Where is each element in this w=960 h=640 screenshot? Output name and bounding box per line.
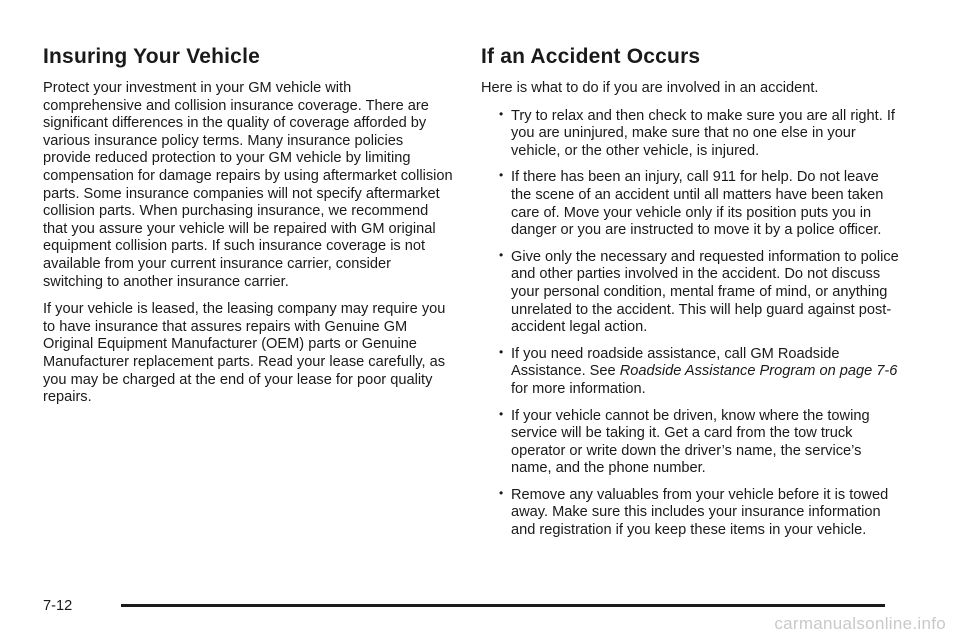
bullet-icon: • — [499, 106, 504, 121]
list-item — [481, 346, 901, 399]
insuring-paragraph-1: Protect your investment in your GM vehicle with comprehensive and collision insurance coverage. There are significant differences in the quality of coverage afforded by various insurance policy terms. Many insurance policies provide reduced protection to your GM vehicle by limiting compensation for damage repairs by using aftermarket collision parts. Some insurance companies will not specify aftermarket collision parts. When purchasing insurance, we recommend that you assure your vehicle will be repaired with GM original equipment collision parts. If such insurance coverage is not available from your current insurance carrier, consider switching to another insurance carrier. — [43, 80, 453, 290]
page-number: 7-12 — [43, 598, 73, 614]
list-item — [481, 169, 901, 239]
footer-rule — [121, 604, 885, 607]
list-item — [481, 487, 901, 540]
bullet-icon: • — [499, 247, 504, 262]
watermark: carmanualsonline.info — [774, 614, 946, 633]
list-item-text: If there has been an injury, call 911 for help. Do not leave the scene of an accident until all matters have been taken care of. Move your vehicle only if its position puts you in danger or you are instructed to move it by a police officer. — [511, 169, 884, 239]
insuring-paragraph-2: If your vehicle is leased, the leasing company may require you to have insurance that assures repairs with Genuine GM Original Equipment Manufacturer (OEM) parts or Genuine Manufacturer replacement parts. Read your lease carefully, as you may be charged at the end of your lease for poor quality repairs. — [43, 301, 446, 406]
accident-intro: Here is what to do if you are involved in an accident. — [481, 80, 819, 96]
list-item-text: Try to relax and then check to make sure you are all right. If you are uninjured, make sure that no one else in your vehicle, or the other vehicle, is injured. — [511, 107, 895, 159]
bullet-icon: • — [499, 406, 504, 421]
accident-steps-list — [481, 108, 901, 540]
list-item — [481, 108, 901, 161]
insuring-section — [43, 44, 453, 417]
insuring-heading: Insuring Your Vehicle — [43, 45, 260, 68]
list-item-text: If your vehicle cannot be driven, know where the towing service will be taking it. Get a card from the tow truck operator or write down the driver’s name, the service’s name, and the phone number. — [511, 407, 870, 477]
bullet-icon: • — [499, 168, 504, 183]
list-item-text: Remove any valuables from your vehicle before it is towed away. Make sure this includes your insurance information and registration if you keep these items in your vehicle. — [511, 486, 889, 539]
list-item-text: Give only the necessary and requested information to police and other parties involved in the accident. Do not discuss your personal condition, mental frame of mind, or anything unrelated to the accident. This will help guard against post-accident legal action. — [511, 248, 899, 336]
bullet-icon: • — [499, 485, 504, 500]
list-item-text-after: for more information. — [511, 380, 646, 397]
list-item-text-before: If you need roadside assistance, call GM Roadside Assistance. See — [511, 345, 840, 380]
list-item — [481, 408, 901, 478]
bullet-icon: • — [499, 344, 504, 359]
accident-section — [481, 44, 901, 549]
list-item — [481, 249, 901, 337]
accident-heading: If an Accident Occurs — [481, 45, 701, 68]
cross-reference-link[interactable]: Roadside Assistance Program on page 7-6 — [619, 363, 898, 380]
